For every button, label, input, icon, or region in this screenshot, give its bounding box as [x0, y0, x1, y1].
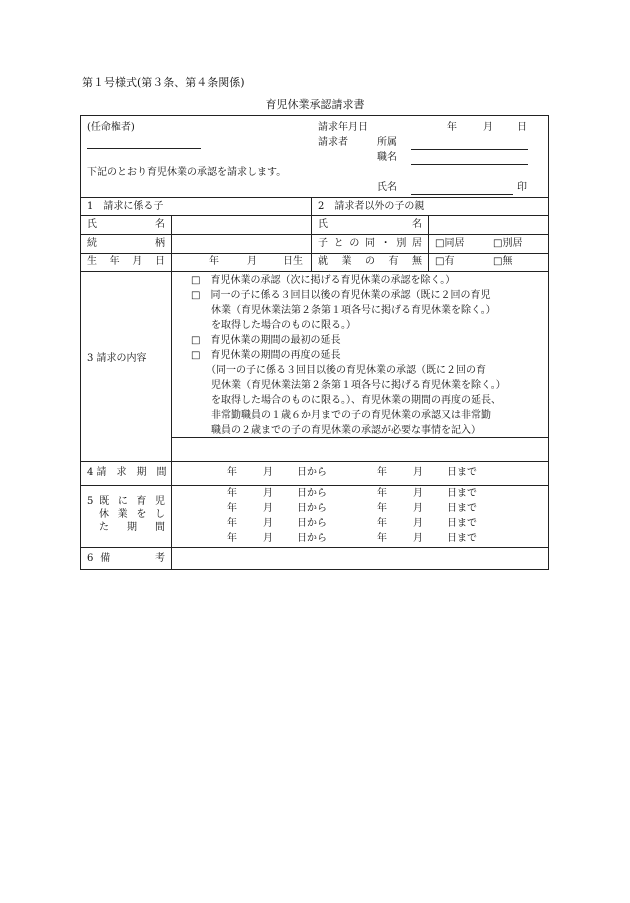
birth-date-label: 生 年 月 日	[87, 256, 165, 267]
period-end-year: 年	[377, 467, 387, 478]
employment-no-checkbox[interactable]: □無	[493, 256, 513, 267]
content-line-9: を取得した場合のものに限る。）、育児休業の期間の再度の延長、	[191, 395, 501, 406]
past-start-month: 月	[263, 518, 273, 529]
period-start-from: 日から	[297, 467, 327, 478]
rule-top-section	[81, 197, 548, 198]
period-end-month: 月	[413, 467, 423, 478]
cohabitation-together-checkbox[interactable]: □同居	[435, 238, 465, 249]
requester-name-field[interactable]	[411, 194, 513, 195]
past-leave-label-1: 5 既 に 育 児	[87, 496, 165, 507]
form-box	[80, 115, 549, 570]
past-end-year: 年	[377, 488, 387, 499]
content-line-3: 休業（育児休業法第２条第１項各号に掲げる育児休業を除く。）	[191, 305, 496, 316]
parent-name-label: 氏 名	[318, 219, 422, 230]
past-end-year: 年	[377, 503, 387, 514]
past-end-until: 日まで	[447, 488, 477, 499]
appointer-field[interactable]	[87, 148, 201, 149]
requester-label: 請求者	[318, 137, 348, 148]
past-end-until: 日まで	[447, 518, 477, 529]
rule-sec4-end	[81, 485, 548, 486]
request-date-day: 日	[517, 122, 527, 133]
past-start-from: 日から	[297, 488, 327, 499]
content-line-6[interactable]: □ 育児休業の期間の再度の延長	[191, 350, 341, 361]
rule-name-row	[81, 234, 548, 235]
rule-sec3-inner	[171, 437, 548, 438]
past-end-until: 日まで	[447, 503, 477, 514]
past-start-year: 年	[227, 503, 237, 514]
requester-name-label: 氏名	[377, 182, 397, 193]
affiliation-label: 所属	[377, 137, 397, 148]
past-start-year: 年	[227, 518, 237, 529]
content-line-4: を取得した場合のものに限る。）	[191, 320, 356, 331]
request-period-label: 4 請 求 期 間	[87, 467, 167, 478]
content-line-5[interactable]: □ 育児休業の期間の最初の延長	[191, 335, 341, 346]
rule-sec3-end	[81, 461, 548, 462]
past-leave-label-3: た 期 間	[99, 522, 165, 533]
past-end-month: 月	[413, 488, 423, 499]
rule-left-label-col	[171, 215, 172, 271]
cohabitation-label: 子との同・別居	[318, 238, 422, 249]
rule-sec1-heading	[81, 215, 548, 216]
period-start-year: 年	[227, 467, 237, 478]
past-start-from: 日から	[297, 533, 327, 544]
past-end-year: 年	[377, 533, 387, 544]
past-start-month: 月	[263, 488, 273, 499]
period-end-until: 日まで	[447, 467, 477, 478]
content-line-7: （同一の子に係る３回目以後の育児休業の承認（既に２回の育	[191, 365, 486, 376]
past-end-month: 月	[413, 503, 423, 514]
past-end-year: 年	[377, 518, 387, 529]
rule-lower-label-col	[171, 271, 172, 569]
past-start-from: 日から	[297, 503, 327, 514]
rule-right-label-col	[428, 215, 429, 271]
remarks-label: 6 備 考	[87, 553, 165, 564]
form-number: 第１号様式(第３条、第４条関係)	[82, 76, 245, 89]
content-line-8: 児休業（育児休業法第２条第１項各号に掲げる育児休業を除く。）	[191, 380, 506, 391]
child-name-label: 氏 名	[87, 219, 165, 230]
seal-label: 印	[517, 182, 527, 193]
content-line-11: 職員の２歳までの子の育児休業の承認が必要な事情を記入）	[191, 425, 481, 436]
form-title: 育児休業承認請求書	[265, 98, 365, 111]
past-start-month: 月	[263, 503, 273, 514]
remarks-field[interactable]	[173, 549, 545, 567]
content-line-2[interactable]: □ 同一の子に係る３回目以後の育児休業の承認（既に２回の育児	[191, 290, 491, 301]
past-end-month: 月	[413, 518, 423, 529]
position-field[interactable]	[411, 164, 528, 165]
request-date-label: 請求年月日	[318, 122, 368, 133]
employment-yes-checkbox[interactable]: □有	[435, 256, 455, 267]
past-start-month: 月	[263, 533, 273, 544]
rule-birth-row	[81, 271, 548, 272]
birth-day-suffix: 日生	[283, 256, 303, 267]
past-end-until: 日まで	[447, 533, 477, 544]
affiliation-field[interactable]	[411, 149, 528, 150]
rule-sec5-end	[81, 547, 548, 548]
request-statement: 下記のとおり育児休業の承認を請求します。	[87, 167, 287, 178]
past-start-from: 日から	[297, 518, 327, 529]
past-end-month: 月	[413, 533, 423, 544]
period-start-month: 月	[263, 467, 273, 478]
request-date-year: 年	[447, 122, 457, 133]
birth-month: 月	[247, 256, 257, 267]
appointer-label: (任命権者)	[87, 122, 135, 133]
content-line-1[interactable]: □ 育児休業の承認（次に掲げる育児休業の承認を除く。）	[191, 275, 456, 286]
position-label: 職名	[377, 152, 397, 163]
request-content-label: 3 請求の内容	[87, 353, 147, 364]
cohabitation-separate-checkbox[interactable]: □別居	[493, 238, 523, 249]
employment-label: 就 業 の 有 無	[318, 256, 422, 267]
past-start-year: 年	[227, 488, 237, 499]
rule-relation-row	[81, 253, 548, 254]
birth-year: 年	[209, 256, 219, 267]
section1-heading: 1 請求に係る子	[87, 201, 164, 212]
rule-mid-divider	[311, 197, 312, 271]
section2-heading: 2 請求者以外の子の親	[318, 201, 425, 212]
past-start-year: 年	[227, 533, 237, 544]
child-relation-label: 続 柄	[87, 238, 165, 249]
content-line-10: 非常勤職員の１歳６か月までの子の育児休業の承認又は非常勤	[191, 410, 491, 421]
request-date-month: 月	[483, 122, 493, 133]
past-leave-label-2: 休 業 を し	[99, 509, 165, 520]
